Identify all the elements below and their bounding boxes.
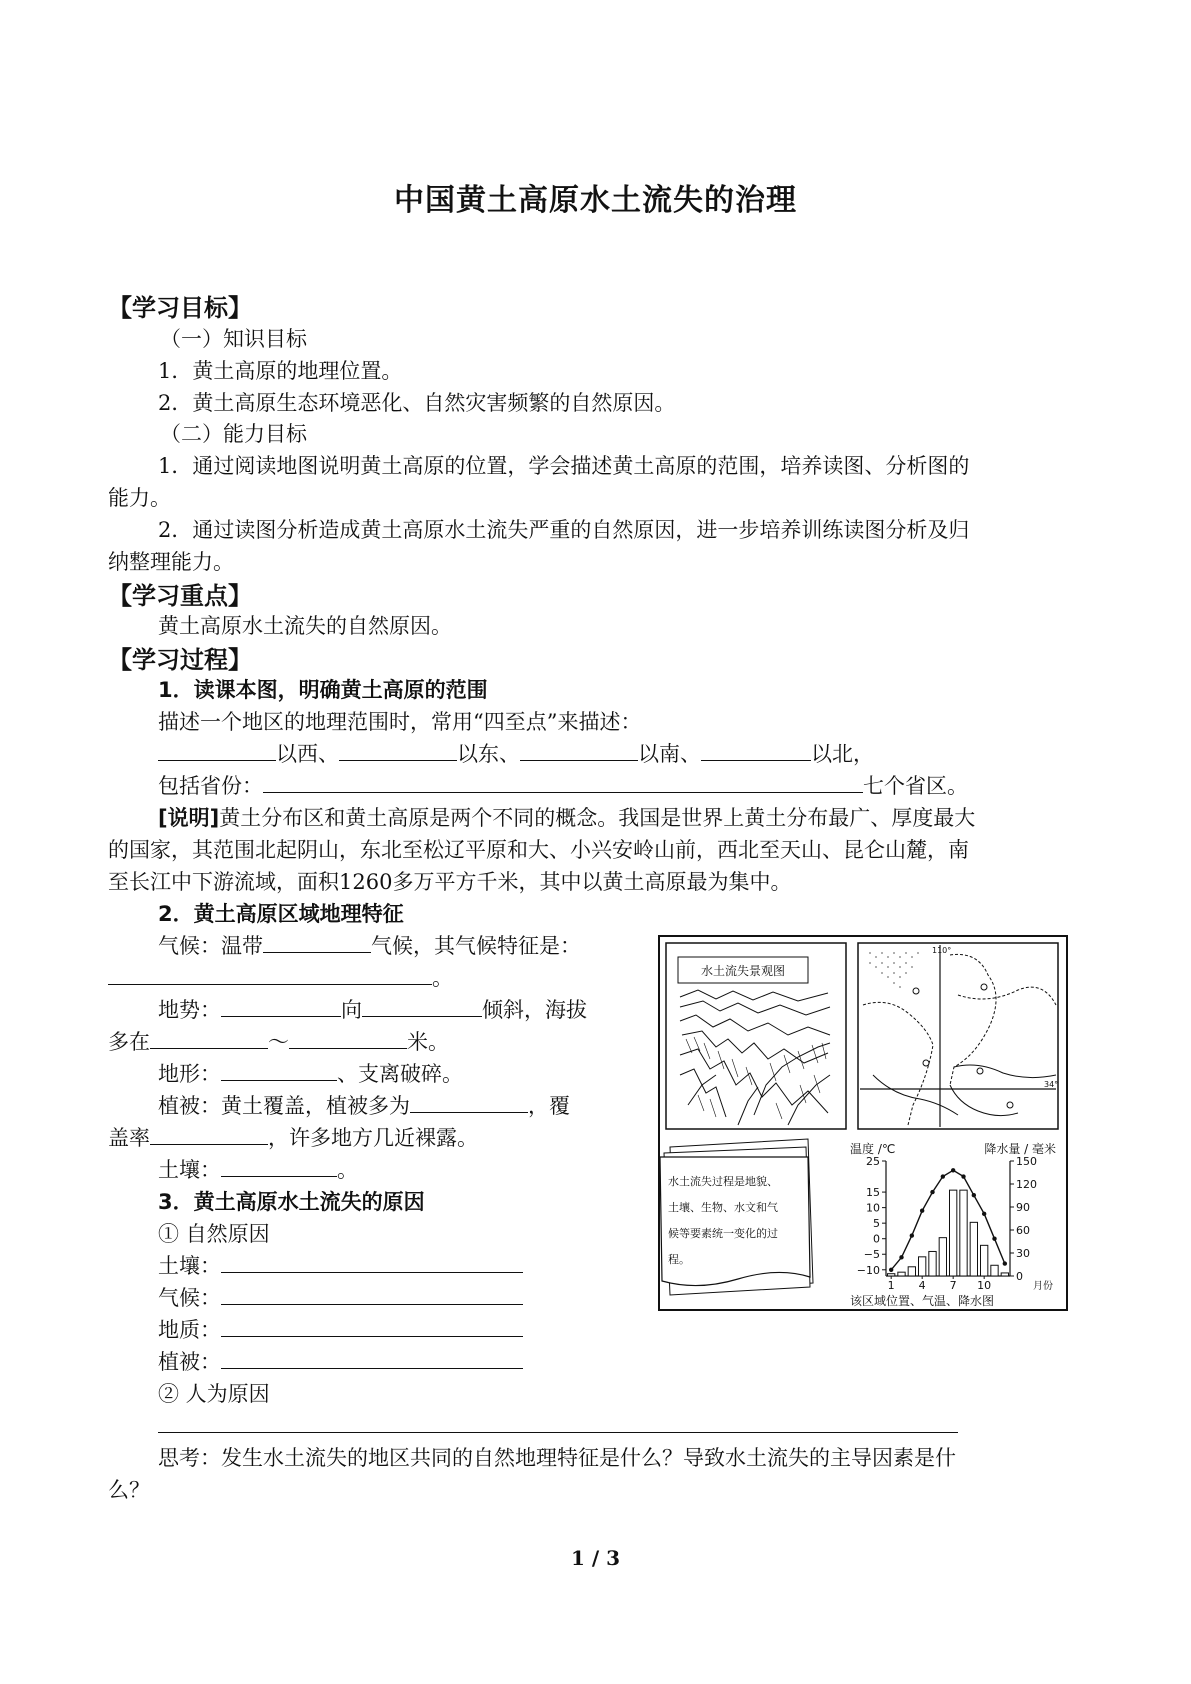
altitude-tilde: ～ [268,1030,289,1054]
heading-learning-process: 【学习过程】 [108,646,252,674]
note-line-2: 的国家，其范围北起阴山，东北至松辽平原和大、小兴安岭山前，西北至天山、昆仑山麓，南 [108,838,969,862]
landscape-label: 水土流失景观图 [700,964,786,978]
landform-label: 地形： [158,1062,221,1086]
precip-bar [898,1272,905,1276]
think-line-1: 思考：发生水土流失的地区共同的自然地理特征是什么？导致水土流失的主导因素是什 [158,1446,956,1470]
precip-bar [991,1265,998,1276]
knowledge-goal-1: 1．黄土高原的地理位置。 [158,359,403,383]
reason-soil-blank[interactable] [221,1251,523,1273]
note-line-3: 至长江中下游流域，面积1260多万平方千米，其中以黄土高原最为集中。 [108,870,792,894]
y-left-label: 温度 /℃ [850,1142,896,1156]
altitude-unit: 米。 [407,1030,449,1054]
climate-row [158,930,581,960]
y-right-tick-label: 60 [1016,1224,1030,1237]
soil-row [158,1154,358,1184]
vegetation-row [158,1090,570,1120]
process-note-line-4: 程。 [668,1253,690,1266]
y-left-tick-label: 0 [873,1232,880,1246]
temperature-point [899,1255,903,1259]
provinces-label: 包括省份： [158,774,263,798]
period: 。 [432,966,453,990]
note-tag: [说明] [158,806,220,830]
temperature-point [951,1168,955,1172]
y-left-tick-label: −5 [863,1248,880,1262]
precip-bar [950,1190,957,1276]
process-note-panel [660,1139,813,1295]
reason-soil-label: 土壤： [158,1254,221,1278]
precip-bar [960,1190,967,1276]
human-causes: ② 人为原因 [158,1382,270,1406]
precip-bar [888,1274,895,1276]
process-note-line-3: 候等要素统一变化的过 [668,1227,778,1240]
ability-goal-1-line2: 能力。 [108,486,171,510]
y-right-tick-label: 90 [1016,1201,1030,1214]
x-tick-label: 4 [918,1279,926,1292]
figure-composite [658,935,1068,1311]
temperature-point [889,1268,893,1272]
temperature-point [1003,1261,1007,1265]
y-left-tick-label: 25 [866,1155,880,1168]
y-right-tick-label: 150 [1016,1155,1037,1168]
y-left-tick-label: −10 [856,1263,880,1277]
landform-blank[interactable] [221,1059,337,1081]
reason-geology-blank[interactable] [221,1315,523,1337]
q2-title: 2．黄土高原区域地理特征 [158,902,404,926]
terrain-to-blank[interactable] [362,995,482,1017]
q1-intro: 描述一个地区的地理范围时，常用“四至点”来描述： [158,710,642,734]
map-latitude-label: 34° [1044,1080,1059,1089]
process-note-line-1: 水土流失过程是地貌、 [668,1175,778,1188]
soil-label: 土壤： [158,1158,221,1182]
reason-climate-label: 气候： [158,1286,221,1310]
coverage-label: 盖率 [108,1126,150,1150]
temperature-point [930,1190,934,1194]
landform-tail: 、支离破碎。 [337,1062,463,1086]
precip-bar [939,1238,946,1276]
y-left-tick-label: 10 [866,1201,880,1215]
terrain-row [158,994,587,1024]
climate-feature-label: 气候，其气候特征是： [371,934,581,958]
coverage-blank[interactable] [150,1123,268,1145]
north-blank[interactable] [701,739,811,761]
q3-title: 3．黄土高原水土流失的原因 [158,1190,425,1214]
ability-goal-2-line2: 纳整理能力。 [108,550,234,574]
terrain-from-blank[interactable] [221,995,341,1017]
reason-vegetation-row [158,1346,523,1376]
climate-row-2 [108,962,453,992]
ability-goal-1-line1: 1．通过阅读地图说明黄土高原的位置，学会描述黄土高原的范围，培养读图、分析图的 [158,454,970,478]
temperature-point [910,1233,914,1237]
page-title: 中国黄土高原水土流失的治理 [394,183,797,218]
note-line-1 [158,802,975,832]
coverage-row [108,1122,478,1152]
think-line-2: 么？ [108,1478,150,1502]
soil-period: 。 [337,1158,358,1182]
precip-bar [1001,1273,1008,1276]
four-extremes-row [158,738,874,768]
q1-title: 1．读课本图，明确黄土高原的范围 [158,678,488,702]
map-panel [858,943,1058,1129]
precip-bar [970,1222,977,1276]
map-longitude-label: 110° [932,946,952,955]
process-note-line-2: 土壤、生物、水文和气 [668,1201,778,1214]
temperature-point [920,1209,924,1213]
altitude-max-blank[interactable] [289,1027,407,1049]
coverage-tail: ，许多地方几近裸露。 [268,1126,478,1150]
precip-bar [929,1251,936,1276]
climate-feature-blank[interactable] [108,963,432,985]
climate-type-blank[interactable] [263,931,371,953]
heading-key-points: 【学习重点】 [108,582,252,610]
dir-north: 以北， [811,742,874,766]
dir-south: 以南、 [638,742,701,766]
altitude-min-blank[interactable] [150,1027,268,1049]
provinces-row [158,770,968,800]
landform-row [158,1058,463,1088]
east-blank[interactable] [339,739,457,761]
reason-climate-row [158,1282,523,1312]
precip-bar [919,1257,926,1276]
precip-bar [908,1267,915,1276]
terrain-to: 向 [341,998,362,1022]
temperature-point [941,1174,945,1178]
landscape-panel [666,943,846,1129]
reason-geology-label: 地质： [158,1318,221,1342]
page-number: 1 / 3 [570,1546,621,1570]
soil-blank[interactable] [221,1155,337,1177]
temperature-point [982,1212,986,1216]
knowledge-goal-2: 2．黄土高原生态环境恶化、自然灾害频繁的自然原因。 [158,391,676,415]
temperature-point [992,1237,996,1241]
terrain-slope: 倾斜，海拔 [482,998,587,1022]
reason-vegetation-label: 植被： [158,1350,221,1374]
temperature-point [961,1174,965,1178]
provinces-blank[interactable] [263,771,863,793]
reason-geology-row [158,1314,523,1344]
y-right-tick-label: 30 [1016,1247,1030,1260]
dir-east: 以东、 [457,742,520,766]
heading-learning-goals: 【学习目标】 [108,294,252,322]
vegetation-tail: ，覆 [528,1094,570,1118]
note-text-1: 黄土分布区和黄土高原是两个不同的概念。我国是世界上黄土分布最广、厚度最大 [219,806,976,830]
key-point-text: 黄土高原水土流失的自然原因。 [158,614,452,638]
figure-caption: 该区域位置、气温、降水图 [850,1294,995,1308]
natural-causes: ① 自然原因 [158,1222,270,1246]
y-right-tick-label: 0 [1016,1270,1023,1283]
sub-ability-goals: （二）能力目标 [160,422,307,446]
x-tick-label: 10 [977,1279,992,1292]
terrain-label: 地势： [158,998,221,1022]
y-left-tick-label: 15 [866,1186,880,1200]
x-tick-label: 7 [949,1279,957,1292]
reason-soil-row [158,1250,523,1280]
ability-goal-2-line1: 2．通过读图分析造成黄土高原水土流失严重的自然原因，进一步培养训练读图分析及归 [158,518,970,542]
south-blank[interactable] [520,739,638,761]
altitude-label: 多在 [108,1030,150,1054]
y-left-tick-label: 5 [873,1217,880,1231]
human-causes-blank[interactable] [158,1432,958,1433]
vegetation-blank[interactable] [410,1091,528,1113]
altitude-row [108,1026,449,1056]
reason-climate-blank[interactable] [221,1283,523,1305]
dir-west: 以西、 [276,742,339,766]
x-tick-label: 1 [887,1279,895,1292]
reason-vegetation-blank[interactable] [221,1347,523,1369]
y-right-tick-label: 120 [1016,1178,1037,1191]
x-axis-label: 月份 [1033,1281,1053,1292]
precip-bar [981,1245,988,1276]
y-right-label: 降水量 / 毫米 [984,1142,1056,1156]
temperature-point [972,1193,976,1197]
vegetation-label: 植被：黄土覆盖，植被多为 [158,1094,410,1118]
sub-knowledge-goals: （一）知识目标 [160,327,307,351]
provinces-tail: 七个省区。 [863,774,968,798]
climate-label: 气候：温带 [158,934,263,958]
west-blank[interactable] [158,739,276,761]
